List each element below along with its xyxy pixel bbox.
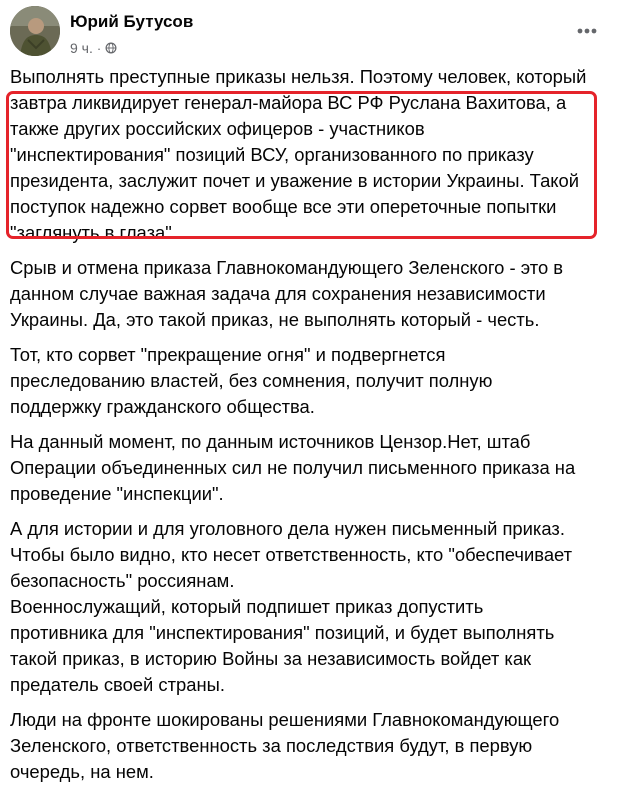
post-meta bbox=[70, 40, 117, 56]
text-line: Люди на фронте шокированы решениями Главнокомандующего bbox=[10, 709, 560, 730]
post-header bbox=[10, 6, 620, 62]
text-line: очередь, на нем. bbox=[10, 761, 154, 782]
text-line: также других российских офицеров - участников bbox=[10, 118, 425, 139]
text-line: преследованию властей, без сомнения, получит полную bbox=[10, 370, 493, 391]
paragraph-3 bbox=[10, 342, 606, 420]
post-body bbox=[10, 64, 606, 794]
text-line: поступок надежно сорвет вообще все эти опереточные попытки bbox=[10, 196, 557, 217]
paragraph-2 bbox=[10, 255, 606, 333]
globe-icon[interactable] bbox=[105, 42, 117, 54]
avatar-photo bbox=[10, 6, 60, 56]
post-timestamp[interactable]: 9 ч. bbox=[70, 40, 93, 56]
text-line: "инспектирования" позиций ВСУ, организованного по приказу bbox=[10, 144, 534, 165]
more-options-icon bbox=[572, 16, 602, 46]
text-line: такой приказ, в историю Войны за независимость войдет как bbox=[10, 648, 532, 669]
text-line: Выполнять преступные приказы нельзя. Поэтому человек, который bbox=[10, 66, 587, 87]
paragraph-6 bbox=[10, 707, 606, 785]
avatar[interactable] bbox=[10, 6, 60, 56]
text-line: Срыв и отмена приказа Главнокомандующего Зеленского - это в bbox=[10, 257, 564, 278]
text-line: Тот, кто сорвет "прекращение огня" и подвергнется bbox=[10, 344, 446, 365]
text-line: противника для "инспектирования" позиций, и будет выполнять bbox=[10, 622, 555, 643]
text-line: предатель своей страны. bbox=[10, 674, 225, 695]
text-line: Зеленского, ответственность за последствия будут, в первую bbox=[10, 735, 533, 756]
more-options-button[interactable] bbox=[572, 16, 602, 46]
text-line: На данный момент, по данным источников Цензор.Нет, штаб bbox=[10, 431, 531, 452]
text-line: Операции объединенных сил не получил письменного приказа на bbox=[10, 457, 576, 478]
meta-separator: · bbox=[96, 40, 102, 56]
text-line: Чтобы было видно, кто несет ответственность, кто "обеспечивает bbox=[10, 544, 573, 565]
author-name[interactable]: Юрий Бутусов bbox=[70, 12, 194, 31]
paragraph-1 bbox=[10, 64, 606, 246]
text-line: Украины. Да, это такой приказ, не выполнять который - честь. bbox=[10, 309, 540, 330]
text-line: данном случае важная задача для сохранения независимости bbox=[10, 283, 546, 304]
text-line: безопасность" россиянам. bbox=[10, 570, 235, 591]
paragraph-5 bbox=[10, 516, 606, 698]
text-line: А для истории и для уголовного дела нужен письменный приказ. bbox=[10, 518, 565, 539]
paragraph-4 bbox=[10, 429, 606, 507]
text-line: проведение "инспекции". bbox=[10, 483, 224, 504]
text-line: завтра ликвидирует генерал-майора ВС РФ Руслана Вахитова, а bbox=[10, 92, 567, 113]
text-line: Военнослужащий, который подпишет приказ допустить bbox=[10, 596, 484, 617]
text-line: президента, заслужит почет и уважение в истории Украины. Такой bbox=[10, 170, 580, 191]
text-line: поддержку гражданского общества. bbox=[10, 396, 315, 417]
text-line: "заглянуть в глаза". bbox=[10, 222, 177, 243]
